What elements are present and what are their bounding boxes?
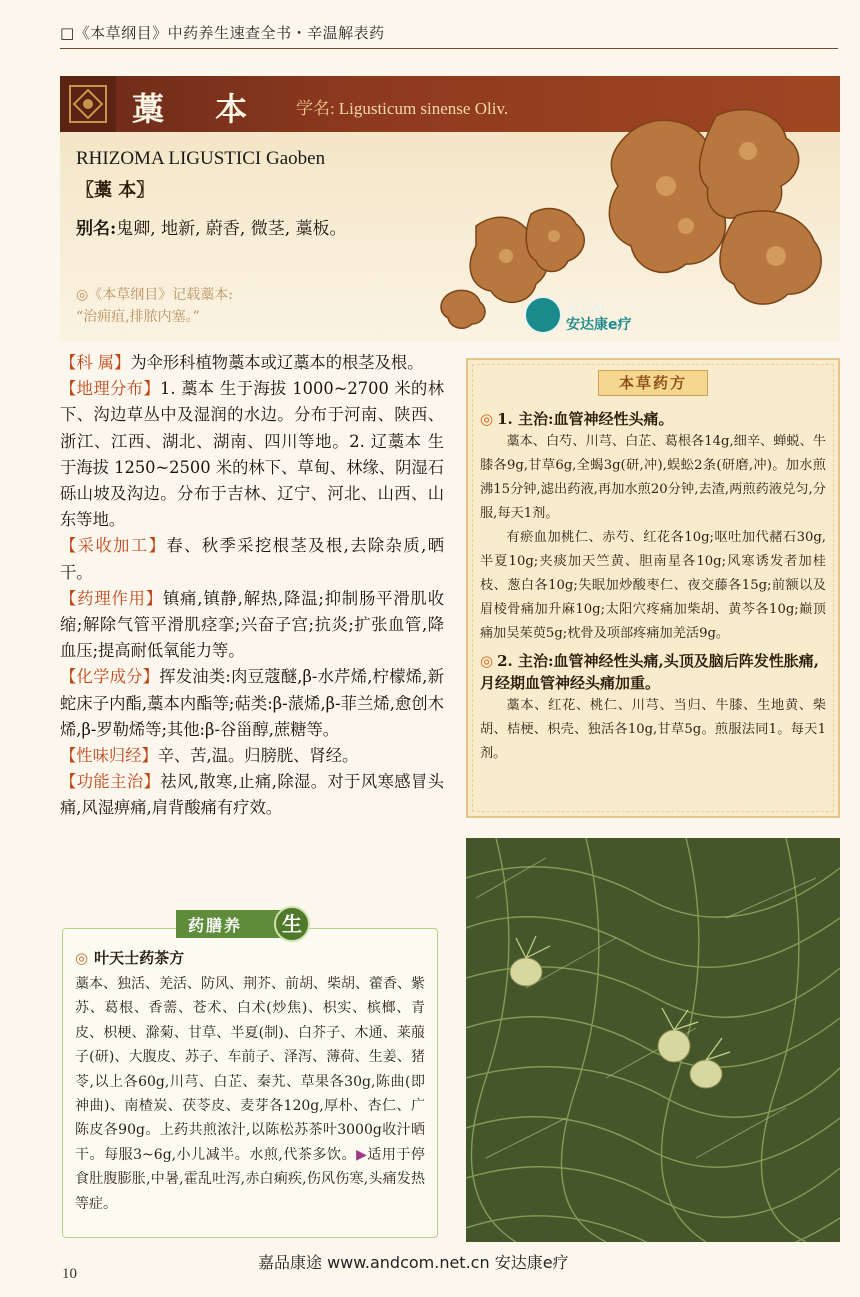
entry-function — [60, 769, 444, 821]
prescription-paragraph: 藁本、白芍、川芎、白芷、葛根各14g,细辛、蝉蜕、牛膝各9g,甘草6g,全蝎3g(研,冲),蜈蚣2条(研磨,冲)。加水煎沸15分钟,滤出药液,再加水煎20分钟,去渣,两煎药液兑匀,分服,每天1剂。 — [480, 434, 826, 521]
scientific-name-label: 学名: — [296, 99, 335, 118]
ornament-icon — [60, 76, 116, 132]
scientific-name-value: Ligusticum sinense Oliv. — [338, 99, 509, 118]
entry-harvest — [60, 533, 444, 585]
entry-tag: 【功能主治】 — [60, 772, 161, 792]
alias-label: 别名: — [76, 219, 117, 239]
entry-text: 为伞形科植物藁本或辽藁本的根茎及根。 — [130, 353, 424, 372]
entry-tag: 【采收加工】 — [60, 536, 167, 556]
running-header: □《本草纲目》中药养生速查全书・辛温解表药 — [60, 24, 385, 42]
entry-tag: 【化学成分】 — [60, 667, 160, 687]
entry-pharmacology — [60, 586, 444, 665]
entry-tag: 【药理作用】 — [60, 588, 163, 608]
footer-watermark: 嘉品康途 www.andcom.net.cn 安达康e疗 — [258, 1253, 569, 1272]
prescription-paragraph: 有瘀血加桃仁、赤芍、红花各10g;呕吐加代赭石30g,半夏10g;夹痰加天竺黄、胆南星各10g;风寒诱发者加桂枝、葱白各10g;失眠加炒酸枣仁、夜交藤各15g;前额以及眉棱骨痛加升麻10g;太阳穴疼痛加柴胡、黄芩各10g;巅顶痛加吴茱萸5g;枕骨及项部疼痛加羌活9g。 — [480, 530, 826, 641]
bullet-icon: ◎ — [75, 949, 89, 967]
arrow-icon: ▶ — [356, 1146, 368, 1163]
herb-details — [60, 350, 444, 822]
medicinal-diet-usage: 适用于停食肚腹膨胀,中暑,霍乱吐泻,赤白痢疾,伤风伤寒,头痛发热等症。 — [75, 1146, 426, 1212]
entry-tag: 【科 属】 — [60, 353, 131, 372]
medicinal-diet-title — [75, 947, 425, 968]
entry-distribution — [60, 376, 444, 533]
prescription-title-text: 1. 主治:血管神经性头痛。 — [497, 410, 674, 428]
logo-icon — [524, 296, 562, 334]
entry-text: 祛风,散寒,止痛,除湿。对于风寒感冒头痛,风湿痹痛,肩背酸痛有疗效。 — [60, 772, 444, 818]
medicinal-diet-header-text: 药膳养 — [188, 916, 243, 935]
watermark-line2: 安达康e疗 — [566, 317, 632, 333]
medicinal-diet-body — [75, 972, 425, 1216]
prescription-paragraph: 藁本、红花、桃仁、川芎、当归、牛膝、生地黄、柴胡、桔梗、枳壳、独活各10g,甘草5g。煎服法同1。每天1剂。 — [480, 698, 826, 761]
prescription-title — [480, 650, 826, 694]
entry-tag: 【地理分布】 — [60, 379, 161, 399]
page-number: 10 — [62, 1266, 77, 1282]
prescription-title — [480, 408, 826, 430]
watermark-logo — [524, 296, 674, 336]
medicinal-diet-header-char: 生 — [274, 906, 310, 942]
entry-chemistry — [60, 664, 444, 743]
alias-line — [76, 214, 347, 239]
medicinal-diet-text: 藁本、独活、羌活、防风、荆芥、前胡、柴胡、藿香、紫苏、葛根、香薷、苍术、白术(炒焦)、枳实、槟榔、青皮、枳梗、滁菊、甘草、半夏(制)、白芥子、木通、莱菔子(研)、大腹皮、苏子、车前子、泽泻、薄荷、生姜、猪苓,以上各60g,川芎、白芷、秦艽、草果各30g,陈曲(即神曲)、南楂炭、茯苓皮、麦芽各120g,厚朴、杏仁、广陈皮各90g。上药共煎浓汁,以陈松苏茶叶3000g收汁晒干。每服3~6g,小儿减半。水煎,代茶多饮。 — [75, 976, 425, 1163]
classic-quote-lead: ◎《本草纲目》记载藁本: — [76, 287, 233, 303]
living-plant-photo — [466, 838, 840, 1242]
prescriptions-box — [466, 358, 840, 818]
entry-text: 辛、苦,温。归膀胱、肾经。 — [157, 746, 359, 766]
medicinal-diet-title-text: 叶天士药茶方 — [94, 949, 185, 967]
medicinal-diet-header — [176, 906, 318, 942]
entry-text: 镇痛,镇静,解热,降温;抑制肠平滑肌收缩;解除气管平滑肌痉挛;兴奋子宫;抗炎;扩张血管,降血压;提高耐低氧能力等。 — [60, 588, 444, 661]
entry-tag: 【性味归经】 — [60, 746, 158, 766]
prescriptions-title: 本草药方 — [598, 370, 708, 396]
header-rule — [60, 48, 838, 49]
entry-text: 春、秋季采挖根茎及根,去除杂质,晒干。 — [60, 536, 444, 582]
entry-family — [60, 350, 444, 376]
classic-quote: “治痈疽,排脓内塞。” — [76, 309, 200, 325]
entry-nature-meridian — [60, 743, 444, 769]
prescription-title-text: 2. 主治:血管神经性头痛,头顶及脑后阵发性胀痛,月经期血管神经头痛加重。 — [480, 652, 819, 692]
bullet-icon: ◎ — [480, 410, 494, 428]
latin-name: RHIZOMA LIGUSTICI Gaoben — [76, 148, 326, 169]
herb-title: 藁 本 — [132, 90, 268, 128]
alias-value: 鬼卿, 地新, 蔚香, 微茎, 藁板。 — [116, 219, 347, 239]
medicinal-diet-box — [62, 928, 438, 1238]
entry-text: 1. 藁本 生于海拔 1000~2700 米的林下、沟边草丛中及湿润的水边。分布于河南、陕西、浙江、江西、湖北、湖南、四川等地。2. 辽藁本 生于海拔 1250~2500 米的林下、草甸、林缘、阴湿石砾山坡及沟边。分布于吉林、辽宁、河北、山西、山东等地。 — [60, 379, 444, 530]
herb-bracket-title: 〖藁 本〗 — [76, 180, 155, 201]
watermark-line1: 嘉品AI — [566, 302, 605, 317]
bullet-icon: ◎ — [480, 652, 494, 670]
entry-text: 挥发油类:肉豆蔻醚,β-水芹烯,柠檬烯,新蛇床子内酯,藁本内酯等;萜类:β-蒎烯,β-菲兰烯,愈创木烯,β-罗勒烯等;其他:β-谷甾醇,蔗糖等。 — [60, 667, 444, 739]
